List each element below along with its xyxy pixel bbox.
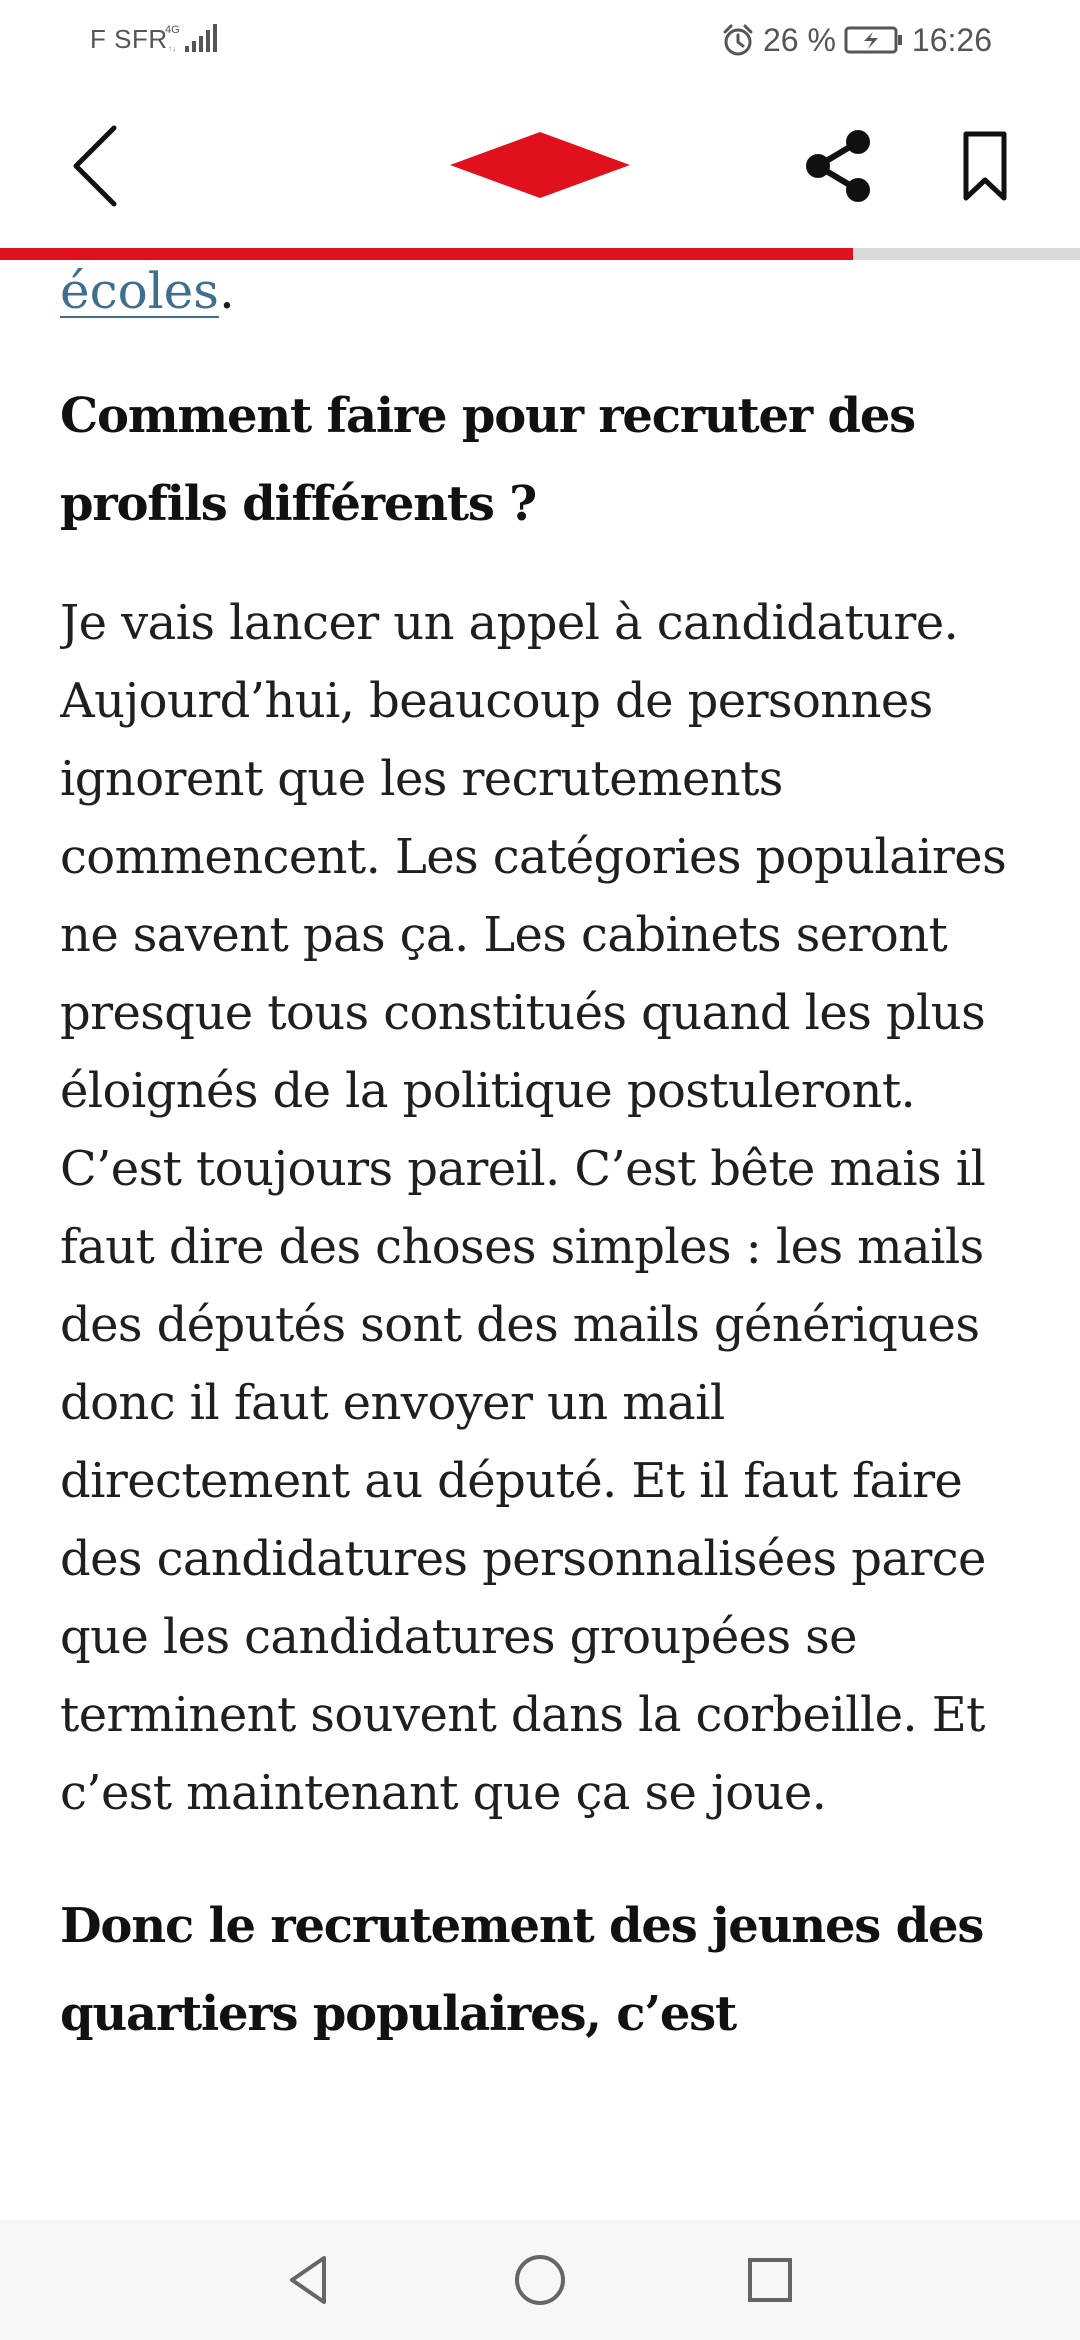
signal-icon xyxy=(163,20,223,56)
battery-percent: 26 % xyxy=(762,21,836,58)
nav-back-icon[interactable] xyxy=(278,2248,342,2312)
clock: 16:26 xyxy=(911,21,992,58)
system-nav-bar xyxy=(0,2220,1080,2340)
ecoles-link[interactable]: écoles xyxy=(60,262,219,320)
previous-paragraph-end xyxy=(60,260,1020,328)
reading-progress-bar xyxy=(0,248,1080,260)
nav-recents-icon[interactable] xyxy=(738,2248,802,2312)
back-arrow-icon[interactable] xyxy=(58,118,138,214)
carrier-label: F SFR xyxy=(90,24,168,54)
link-trailing-punctuation: . xyxy=(218,262,235,320)
interview-question: Comment faire pour recruter des profils différents ? xyxy=(60,388,915,532)
status-right-group xyxy=(721,18,992,62)
article-body xyxy=(60,260,1020,2220)
interview-answer: Je vais lancer un appel à candidature. Aujourd’hui, beaucoup de personnes ignorent que les recrutements commencent. Les catégories populaires ne savent pas ça. Les cabinets seront presque tous constitués quand les plus éloignés de la politique postuleront. C’est toujours pareil. C’est bête mais il faut dire des choses simples : les mails des députés sont des mails génériques donc il faut envoyer un mail directement au député. Et il faut faire des candidatures personnalisées parce que les candidatures groupées se terminent souvent dans la corbeille. Et c’est maintenant que ça se joue. xyxy=(60,595,1007,1821)
status-bar xyxy=(0,0,1080,82)
network-type-label: 4G xyxy=(165,24,180,36)
app-header xyxy=(0,82,1080,250)
battery-charging-icon xyxy=(844,23,904,57)
share-icon[interactable] xyxy=(798,126,878,206)
svg-text:↑↓: ↑↓ xyxy=(168,44,176,53)
reading-progress-fill xyxy=(0,248,853,260)
interview-question-next: Donc le recrutement des jeunes des quartiers populaires, c’est xyxy=(60,1898,984,2042)
alarm-icon xyxy=(721,23,755,57)
nav-home-icon[interactable] xyxy=(508,2248,572,2312)
bookmark-icon[interactable] xyxy=(948,126,1022,206)
diamond-logo-icon[interactable] xyxy=(450,132,630,198)
